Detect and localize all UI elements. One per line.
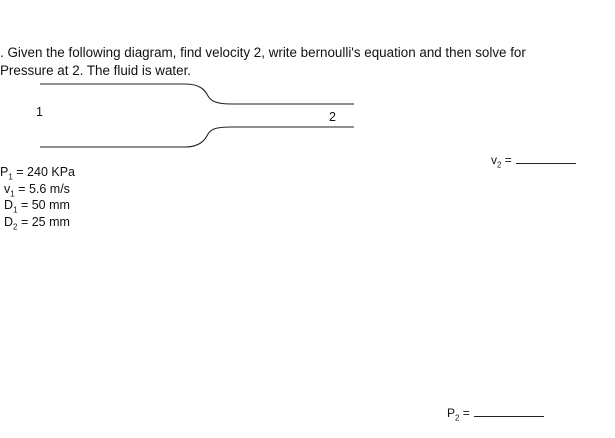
given-d2 bbox=[0, 214, 75, 231]
pipe-lower-wall bbox=[40, 127, 354, 147]
given-values bbox=[0, 164, 75, 230]
given-p1 bbox=[0, 164, 75, 181]
given-v1 bbox=[0, 181, 75, 198]
given-v1-symbol: v bbox=[4, 181, 11, 196]
given-d2-subscript: 2 bbox=[13, 222, 18, 231]
question-line-2: Pressure at 2. The fluid is water. bbox=[0, 63, 192, 78]
p2-answer bbox=[447, 404, 544, 423]
p2-symbol: P bbox=[447, 406, 456, 420]
given-d2-symbol: D bbox=[4, 214, 14, 229]
given-d2-value: = 25 mm bbox=[17, 214, 70, 229]
given-d1-value: = 50 mm bbox=[17, 198, 70, 212]
given-d1 bbox=[0, 197, 75, 214]
given-p1-subscript: 1 bbox=[8, 172, 13, 182]
given-d1-subscript: 1 bbox=[13, 205, 18, 215]
pipe-upper-wall bbox=[40, 84, 354, 104]
given-d1-symbol: D bbox=[4, 198, 14, 212]
section-2-label: 2 bbox=[329, 110, 336, 124]
given-v1-subscript: 1 bbox=[10, 189, 15, 198]
question-text bbox=[0, 44, 600, 80]
given-p1-value: = 240 KPa bbox=[12, 165, 75, 179]
p2-equals: = bbox=[459, 406, 470, 420]
section-1-label: 1 bbox=[36, 105, 43, 119]
given-p1-symbol: P bbox=[0, 165, 9, 179]
question-line-1: . Given the following diagram, find velocity 2, write bernoulli's equation and then solve for bbox=[0, 45, 526, 60]
v2-equals: = bbox=[501, 153, 512, 167]
p2-subscript: 2 bbox=[455, 413, 460, 423]
given-v1-value: = 5.6 m/s bbox=[14, 181, 70, 196]
v2-answer-blank[interactable] bbox=[516, 151, 576, 164]
p2-answer-blank[interactable] bbox=[474, 404, 544, 417]
v2-answer bbox=[491, 151, 576, 170]
v2-symbol: v bbox=[491, 153, 497, 167]
v2-subscript: 2 bbox=[497, 160, 502, 170]
